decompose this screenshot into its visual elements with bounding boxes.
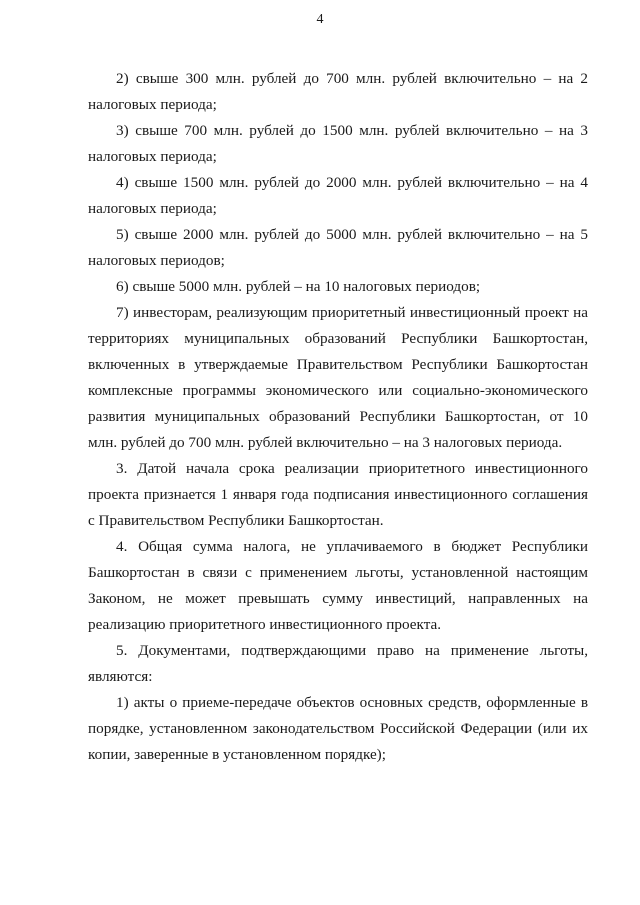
paragraph-item-3: 3) свыше 700 млн. рублей до 1500 млн. рублей включительно – на 3 налоговых периода; bbox=[88, 122, 588, 165]
paragraph-section-5: 5. Документами, подтверждающими право на применение льготы, являются: bbox=[88, 642, 588, 685]
paragraph-section-4: 4. Общая сумма налога, не уплачиваемого в бюджет Республики Башкортостан в связи с применением льготы, установленной настоящим Законом, не может превышать сумму инвестиций, направленных на реализацию приоритетного инвестиционного проекта. bbox=[88, 538, 588, 633]
paragraph-section-3: 3. Датой начала срока реализации приоритетного инвестиционного проекта признается 1 января года подписания инвестиционного соглашения с Правительством Республики Башкортостан. bbox=[88, 460, 588, 529]
paragraph-item-7: 7) инвесторам, реализующим приоритетный инвестиционный проект на территориях муниципальных образований Республики Башкортостан, включенных в утверждаемые Правительством Республики Башкортостан комплексные программы экономического или социально-экономического развития муниципальных образований Республики Башкортостан, от 10 млн. рублей до 700 млн. рублей включительно – на 3 налоговых периода. bbox=[88, 304, 588, 451]
paragraph-item-5: 5) свыше 2000 млн. рублей до 5000 млн. рублей включительно – на 5 налоговых периодов; bbox=[88, 226, 588, 269]
page-number: 4 bbox=[316, 12, 324, 27]
paragraph-item-4: 4) свыше 1500 млн. рублей до 2000 млн. рублей включительно – на 4 налоговых периода; bbox=[88, 174, 588, 217]
paragraph-subitem-1: 1) акты о приеме-передаче объектов основных средств, оформленные в порядке, установленном законодательством Российской Федерации (или их копии, заверенные в установленном порядке); bbox=[88, 694, 588, 763]
paragraph-item-6: 6) свыше 5000 млн. рублей – на 10 налоговых периодов; bbox=[116, 278, 481, 295]
document-body bbox=[88, 66, 588, 768]
paragraph-item-2: 2) свыше 300 млн. рублей до 700 млн. рублей включительно – на 2 налоговых периода; bbox=[88, 70, 588, 113]
